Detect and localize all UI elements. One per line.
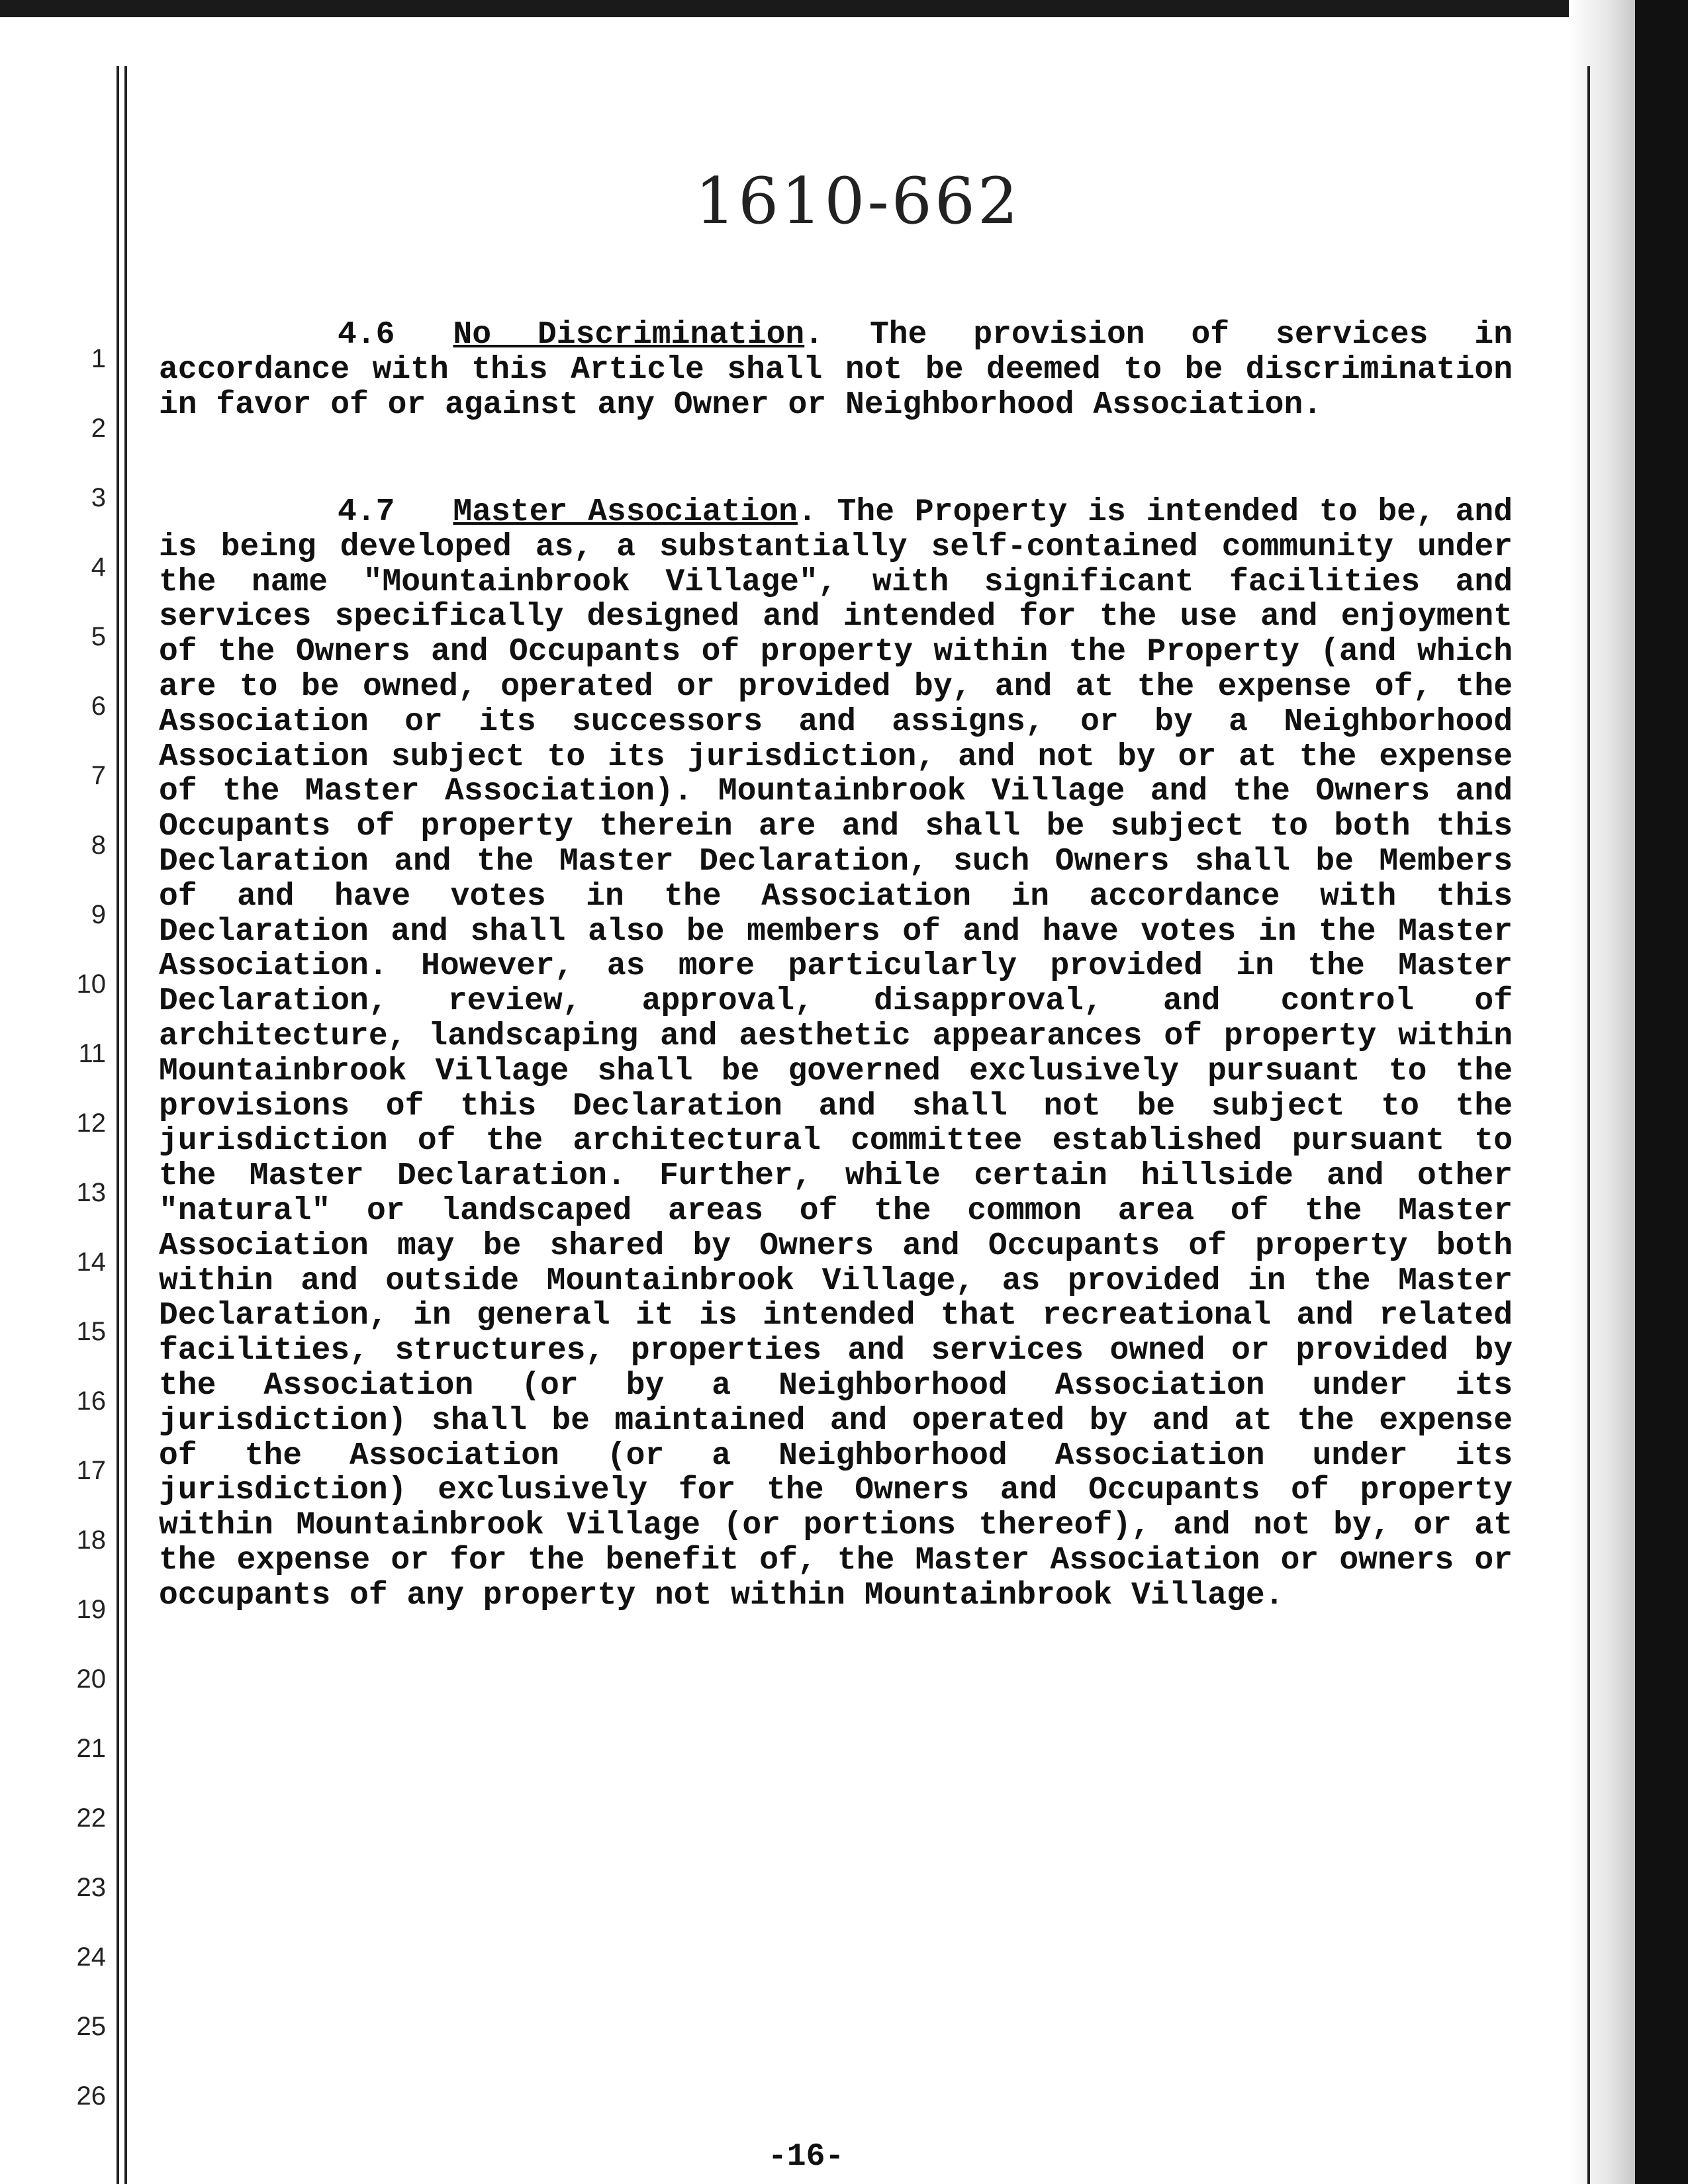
line-number: 4 — [91, 553, 106, 582]
line-number: 20 — [76, 1664, 106, 1694]
margin-rule-right — [1587, 66, 1590, 2184]
scan-right-edge — [1635, 0, 1688, 2184]
line-number: 22 — [76, 1803, 106, 1833]
section-body: The provision of services in accordance with this Article shall not be deemed to be discrimination in favor of or against any Owner or Neighborhood Association. — [159, 317, 1513, 423]
line-number: 2 — [91, 414, 106, 443]
section-number: 4.7 — [338, 494, 395, 530]
line-number: 6 — [91, 692, 106, 721]
line-number: 1 — [91, 344, 106, 373]
line-number: 14 — [76, 1248, 106, 1277]
line-number: 13 — [76, 1178, 106, 1207]
page-number: -16- — [768, 2139, 845, 2175]
line-number: 7 — [91, 761, 106, 790]
line-number: 16 — [76, 1387, 106, 1416]
line-number: 26 — [76, 2081, 106, 2111]
scan-right-shadow — [1569, 0, 1635, 2184]
line-number: 18 — [76, 1525, 106, 1555]
line-number: 17 — [76, 1456, 106, 1485]
margin-rule-left — [117, 66, 119, 2184]
line-number: 5 — [91, 622, 106, 651]
line-number: 25 — [76, 2012, 106, 2041]
section-4-7: 4.7 Master Association. The Property is intended to be, and is being developed as, a substantially self-contained community under the name "Mountainbrook Village", with significant facilities and services specifically designed and intended for the use and enjoyment of the Owners and Occupants of property within the Property (and which are to be owned, operated or provided by, and at the expense of, the Association or its successors and assigns, or by a Neighborhood Association subject to its jurisdiction, and not by or at the expense of the Master Association). Mountainbrook Village and the Owners and Occupants of property therein are and shall be subject to both this Declaration and the Master Declaration, such Owners shall be Members of and have votes in the Association in accordance with this Declaration and shall also be members of and have votes in the Master Association. However, as more particularly provided in the Master Declaration, review, approval, disapproval, and control of architecture, landscaping and aesthetic appearances of property within Mountainbrook Village shall be governed exclusively pursuant to the provisions of this Declaration and shall not be subject to the jurisdiction of the architectural committee established pursuant to the Master Declaration. Further, while certain hillside and other "natural" or landscaped areas of the common area of the Master Association may be shared by Owners and Occupants of property both within and outside Mountainbrook Village, as provided in the Master Declaration, in general it is intended that recreational and related facilities, structures, properties and services owned or provided by the Association (or by a Neighborhood Association under its jurisdiction) shall be maintained and operated by and at the expense of the Association (or a Neighborhood Association under its jurisdiction) exclusively for the Owners and Occupants of property within Mountainbrook Village (or portions thereof), and not by, or at the expense or for the benefit of, the Master Association or owners or occupants of any property not within Mountainbrook Village. — [159, 494, 1513, 1614]
section-4-6: 4.6 No Discrimination. The provision of services in accordance with this Article shall not be deemed to be discrimination in favor of or against any Owner or Neighborhood Association. — [159, 317, 1513, 423]
section-number: 4.6 — [338, 317, 395, 353]
line-number: 11 — [78, 1039, 106, 1068]
document-number-stamp: 1610-662 — [695, 164, 1021, 238]
margin-rule-left-inner — [124, 66, 127, 2184]
line-number: 12 — [76, 1109, 106, 1138]
line-number: 23 — [76, 1873, 106, 1902]
scan-top-edge — [0, 0, 1688, 17]
line-number: 8 — [91, 831, 106, 860]
line-number: 19 — [76, 1595, 106, 1624]
line-number: 21 — [76, 1734, 106, 1763]
line-number: 10 — [76, 970, 106, 999]
section-title: Master Association — [453, 494, 798, 530]
line-number: 3 — [91, 483, 106, 512]
line-number: 24 — [76, 1942, 106, 1972]
section-title: No Discrimination — [453, 317, 805, 353]
line-number: 9 — [91, 900, 106, 929]
section-body: The Property is intended to be, and is being developed as, a substantially self-contained community under the name "Mountainbrook Village", with significant facilities and services specifically designed and intended for the use and enjoyment of the Owners and Occupants of property within the Property (and which are to be owned, operated or provided by, and at the expense of, the Association or its successors and assigns, or by a Neighborhood Association subject to its jurisdiction, and not by or at the expense of the Master Association). Mountainbrook Village and the Owners and Occupants of property therein are and shall be subject to both this Declaration and the Master Declaration, such Owners shall be Members of and have votes in the Association in accordance with this Declaration and shall also be members of and have votes in the Master Association. However, as more particularly provided in the Master Declaration, review, approval, disapproval, and control of architecture, landscaping and aesthetic appearances of property within Mountainbrook Village shall be governed exclusively pursuant to the provisions of this Declaration and shall not be subject to the jurisdiction of the architectural committee established pursuant to the Master Declaration. Further, while certain hillside and other "natural" or landscaped areas of the common area of the Master Association may be shared by Owners and Occupants of property both within and outside Mountainbrook Village, as provided in the Master Declaration, in general it is intended that recreational and related facilities, structures, properties and services owned or provided by the Association (or by a Neighborhood Association under its jurisdiction) shall be maintained and operated by and at the expense of the Association (or a Neighborhood Association under its jurisdiction) exclusively for the Owners and Occupants of property within Mountainbrook Village (or portions thereof), and not by, or at the expense or for the benefit of, the Master Association or owners or occupants of any property not within Mountainbrook Village. — [159, 494, 1513, 1614]
line-number: 15 — [76, 1317, 106, 1346]
